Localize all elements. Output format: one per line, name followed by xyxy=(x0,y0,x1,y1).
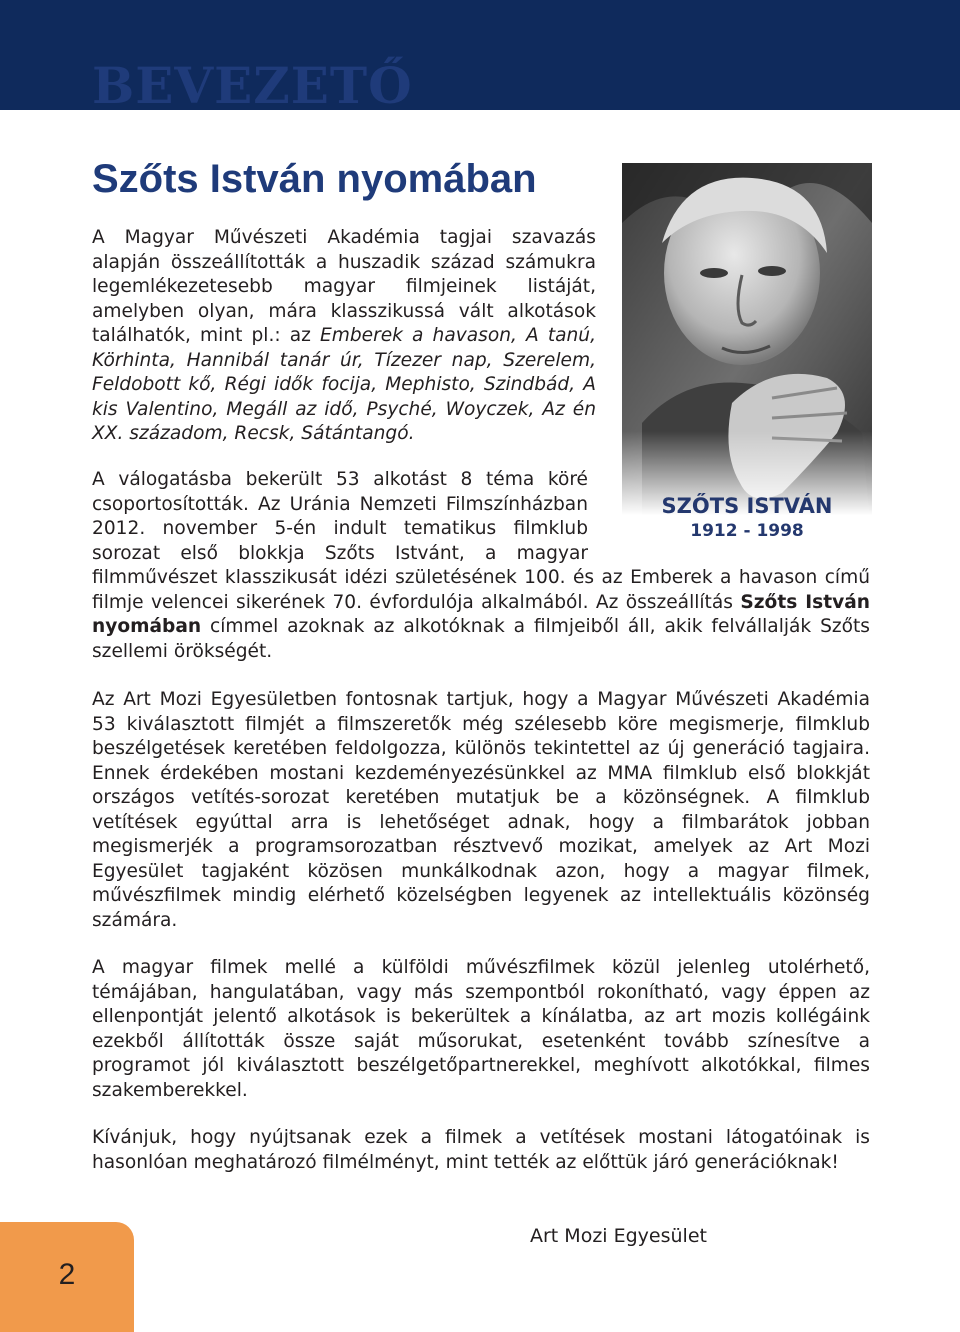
series-title: Szőts István nyomában xyxy=(92,591,870,637)
photo-caption-name: SZŐTS ISTVÁN xyxy=(661,494,833,518)
page-number: 2 xyxy=(58,1258,76,1291)
closing-paragraph: Kívánjuk, hogy nyújtsanak ezek a filmek a vetítések mostani látogatóinak is hasonlóan meghatározó filmélményt, mint tették az előttük járó generációknak! xyxy=(92,1127,870,1173)
selection-text-end: címmel azoknak az alkotóknak a filmjeiből áll, akik felvállalják Szőts szellemi örökségét. xyxy=(92,616,870,662)
section-title: BEVEZETŐ xyxy=(92,56,413,115)
art-mozi-paragraph: Az Art Mozi Egyesületben fontosnak tartjuk, hogy a Magyar Művészeti Akadémia 53 kiválasztott filmjét a filmszeretők még szélesebb köre megismerje, filmklub beszélgetések keretében feldolgozza, különös tekintettel az új generáció tagjaira. Ennek érdekében mostani kezdeményezésünkkel az MMA filmklub első blokkját országos vetítés-sorozat keretében mutatjuk be a közönségnek. A filmklub vetítések egyúttal arra is lehetőséget adnak, hogy a filmbarátok jobban megismerjék a programsorozatban résztvevő mozikat, amelyek az Art Mozi Egyesület tagjaként közösen munkálkodnak azon, hogy a magyar filmek, művészfilmek mindig elérhető közelségben legyenek az intellektuális közönség számára. xyxy=(92,689,870,931)
article-title: Szőts István nyomában xyxy=(92,157,537,201)
selection-paragraph xyxy=(92,468,870,664)
selection-text-start: A válogatásba bekerült 53 alkotást 8 téma köré csoportosították. Az Uránia Nemzeti Filmszínházban 2012. november 5-én indult tematikus filmklub sorozat első blokkja Szőts Istvánt, a magyar filmművészet klasszikusát idézi születésének 100. és az Emberek a havason című filmje velencei sikerének 70. évfordulója alkalmából. Az összeállítás xyxy=(92,469,870,613)
film-list: Emberek a havason, A tanú, Körhinta, Hannibál tanár úr, Tízezer nap, Szerelem, Feldobott kő, Régi idők focija, Mephisto, Szindbád, A kis Valentino, Megáll az idő, Psyché, Woyczek, Az én XX. századom, Recsk, Sátántangó. xyxy=(92,325,596,444)
signature: Art Mozi Egyesület xyxy=(530,1225,707,1247)
intro-text: A Magyar Művészeti Akadémia tagjai szavazás alapján összeállították a huszadik század számukra legemlékezetesebb magyar filmjeinek listáját, amelyben olyan, mára klasszikussá vált alkotások találhatók, mint pl.: az xyxy=(92,227,596,346)
intro-paragraph xyxy=(92,226,596,447)
photo-caption-years: 1912 - 1998 xyxy=(690,521,804,541)
foreign-films-paragraph: A magyar filmek mellé a külföldi művészfilmek közül jelenleg utolérhető, témájában, hangulatában, vagy más szempontból rokonítható, vagy éppen az ellenpontját jelentő alkotások is bekerültek a kínálatba, az art mozis kollégáink ezekből állították össze saját műsorukat, esetenként tovább színesítve a programot jól kiválasztott beszélgetőpartnerekkel, meghívott alkotókkal, filmes szakemberekkel. xyxy=(92,957,870,1101)
